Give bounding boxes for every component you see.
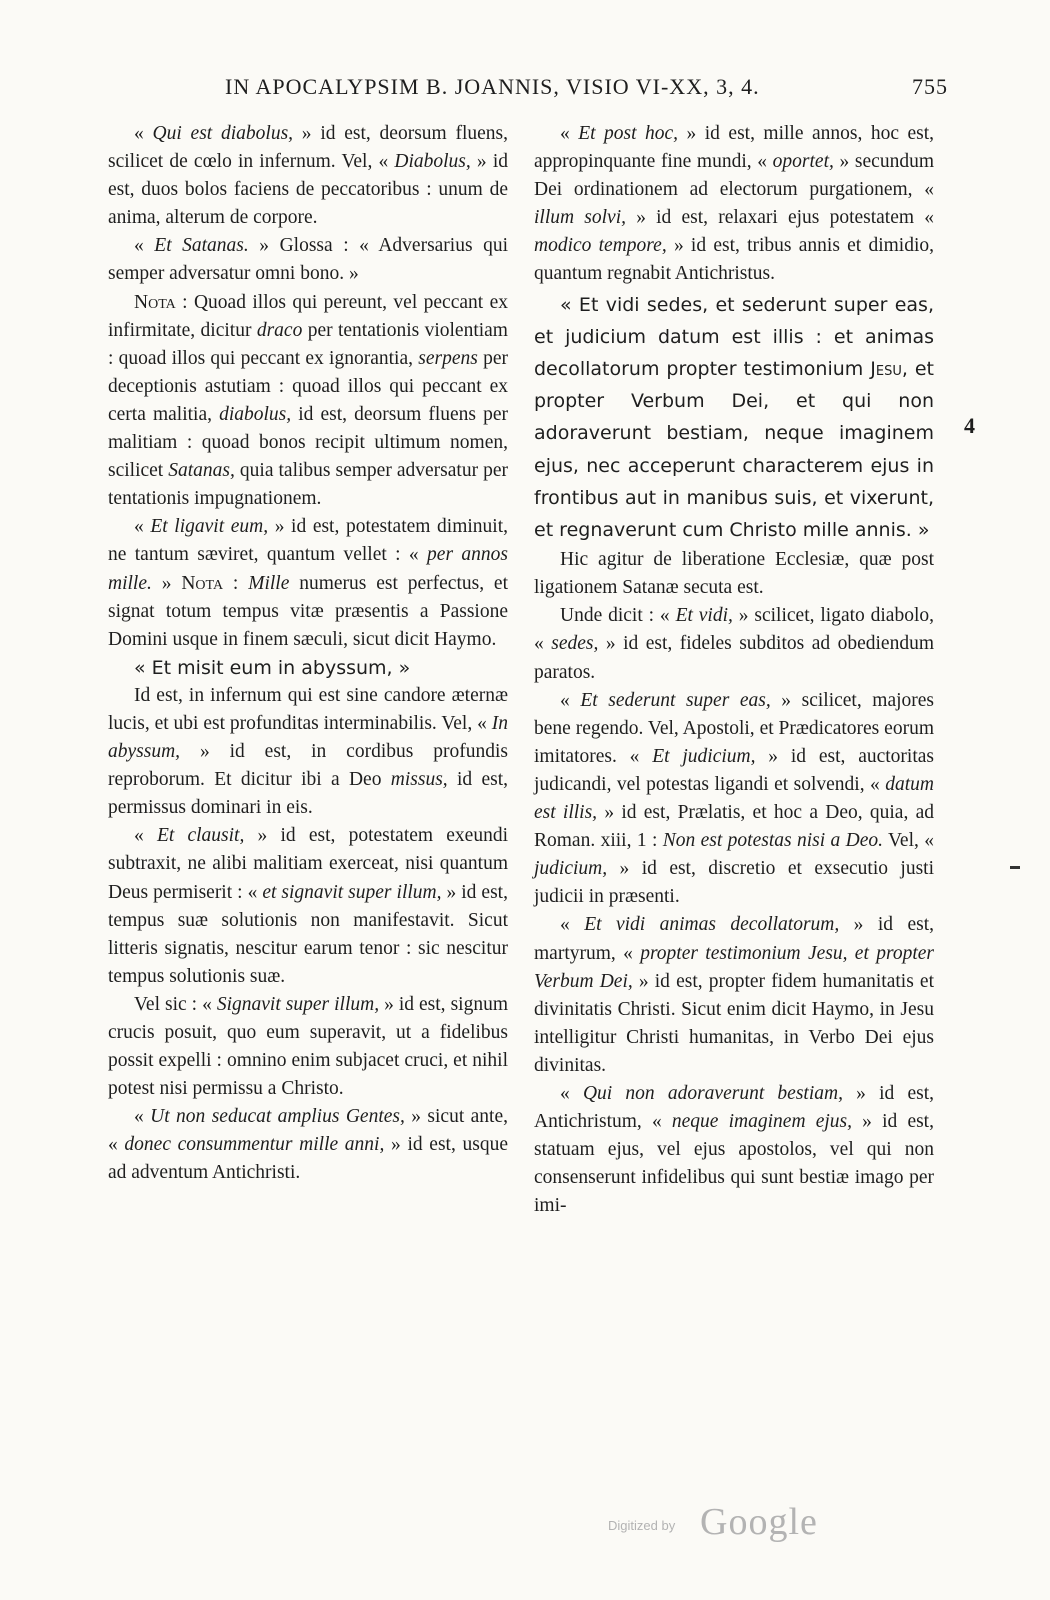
watermark-logo: Google [700, 1501, 818, 1543]
left-column [108, 120, 508, 1188]
margin-dash-mark [1010, 866, 1020, 869]
watermark-caption: Digitized by [608, 1518, 676, 1533]
right-paragraph-5: « Et vidi animas decollatorum, » id est, martyrum, « propter testimonium Jesu, et propter Verbum Dei, » id est, propter fidem humanitatis et divinitatis Christi. Sicut enim dicit Haymo, in Jesu intelligitur Christi humanitas, in Verbo Dei ejus divinitas. [534, 914, 935, 1076]
left-paragraph-4: « Et ligavit eum, » id est, potestatem diminuit, ne tantum sæviret, quantum vellet : « per annos mille. » Nota : Mille numerus est perfectus, et signat totum tempus vitæ præsentis a Passione Domini usque in finem sæculi, sicut dicit Haymo. [108, 516, 508, 650]
left-paragraph-7: Vel sic : « Signavit super illum, » id est, signum crucis posuit, quo eum superavit, ut a fidelibus possit expelli : omnino enim subjacet cruci, et nihil potest nisi permissu a Christo. [108, 993, 508, 1100]
right-paragraph-3: Unde dicit : « Et vidi, » scilicet, ligato diabolo, « sedes, » id est, fideles subditos ad obediendum paratos. [534, 605, 935, 683]
left-scripture-quote: « Et misit eum in abyssum, » [134, 656, 411, 679]
left-paragraph-5: Id est, in infernum qui est sine candore æternæ lucis, et ubi est profunditas interminabilis. Vel, « In abyssum, » id est, in cordibus profundis reproborum. Et dicitur ibi a Deo missus, id est, permissus dominari in eis. [108, 684, 508, 819]
left-paragraph-6: « Et clausit, » id est, potestatem exeundi subtraxit, ne alibi malitiam exerceat, nisi quantum Deus permiserit : « et signavit super illum, » id est, tempus suæ solutionis non manifestavit. Sicut litteris signatis, nescitur earum tenor : sic nescitur tempus solutionis suæ. [108, 825, 508, 987]
running-header [0, 74, 1050, 106]
right-paragraph-2: Hic agitur de liberatione Ecclesiæ, quæ post ligationem Satanæ secuta est. [534, 549, 934, 599]
left-paragraph-3: Nota : Quoad illos qui pereunt, vel peccant ex infirmitate, dicitur draco per tentationis violentiam : quoad illos qui peccant ex ignorantia, serpens per deceptionis astutiam : quoad illos qui peccant ex certa malitia, diabolus, id est, deorsum fluens per malitiam : quoad bonos recipit ultimum nomen, scilicet Satanas, quia talibus semper adversatur per tentationis impugnationem. [108, 291, 508, 510]
digitization-watermark [608, 1500, 868, 1544]
right-paragraph-6: « Qui non adoraverunt bestiam, » id est, Antichristum, « neque imaginem ejus, » id est, statuam ejus, vel ejus apostolos, vel qui non consenserunt infidelibus qui sunt bestiæ imago per imi- [534, 1082, 934, 1217]
page-number: 755 [912, 74, 948, 99]
right-scripture-quote: « Et vidi sedes, et sederunt super eas, et judicium datum est illis : et animas decollatorum propter testimonium Jesu, et propter Verbum Dei, et qui non adoraverunt bestiam, neque imaginem ejus, nec acceperunt characterem ejus in frontibus aut in manibus suis, et vixerunt, et regnaverunt cum Christo mille annis. » [534, 293, 934, 541]
verse-number-marker: 4 [964, 413, 975, 438]
left-paragraph-8: « Ut non seducat amplius Gentes, » sicut ante, « donec consummentur mille anni, » id est, usque ad adventum Antichristi. [108, 1106, 508, 1184]
right-column [534, 120, 934, 1220]
left-paragraph-1: « Qui est diabolus, » id est, deorsum fluens, scilicet de cœlo in infernum. Vel, « Diabolus, » id est, duos bolos faciens de peccatoribus : unum de anima, alterum de corpore. [108, 123, 509, 229]
running-title: IN APOCALYPSIM B. JOANNIS, VISIO VI-XX, 3, 4. [225, 74, 760, 99]
right-paragraph-4: « Et sederunt super eas, » scilicet, majores bene regendo. Vel, Apostoli, et Prædicatores eorum imitatores. « Et judicium, » id est, auctoritas judicandi, vel potestas ligandi et solvendi, « datum est illis, » id est, Prælatis, et hoc a Deo, quia, ad Roman. xiii, 1 : Non est potestas nisi a Deo. Vel, « judicium, » id est, discretio et exsecutio justi judicii in præsenti. [534, 689, 935, 908]
left-paragraph-2: « Et Satanas. » Glossa : « Adversarius qui semper adversatur omni bono. » [108, 235, 508, 285]
right-paragraph-1: « Et post hoc, » id est, mille annos, hoc est, appropinquante fine mundi, « oportet, » secundum Dei ordinationem ad electorum purgationem, « illum solvi, » id est, relaxari ejus potestatem « modico tempore, » id est, tribus annis et dimidio, quantum regnabit Antichristus. [534, 123, 934, 285]
